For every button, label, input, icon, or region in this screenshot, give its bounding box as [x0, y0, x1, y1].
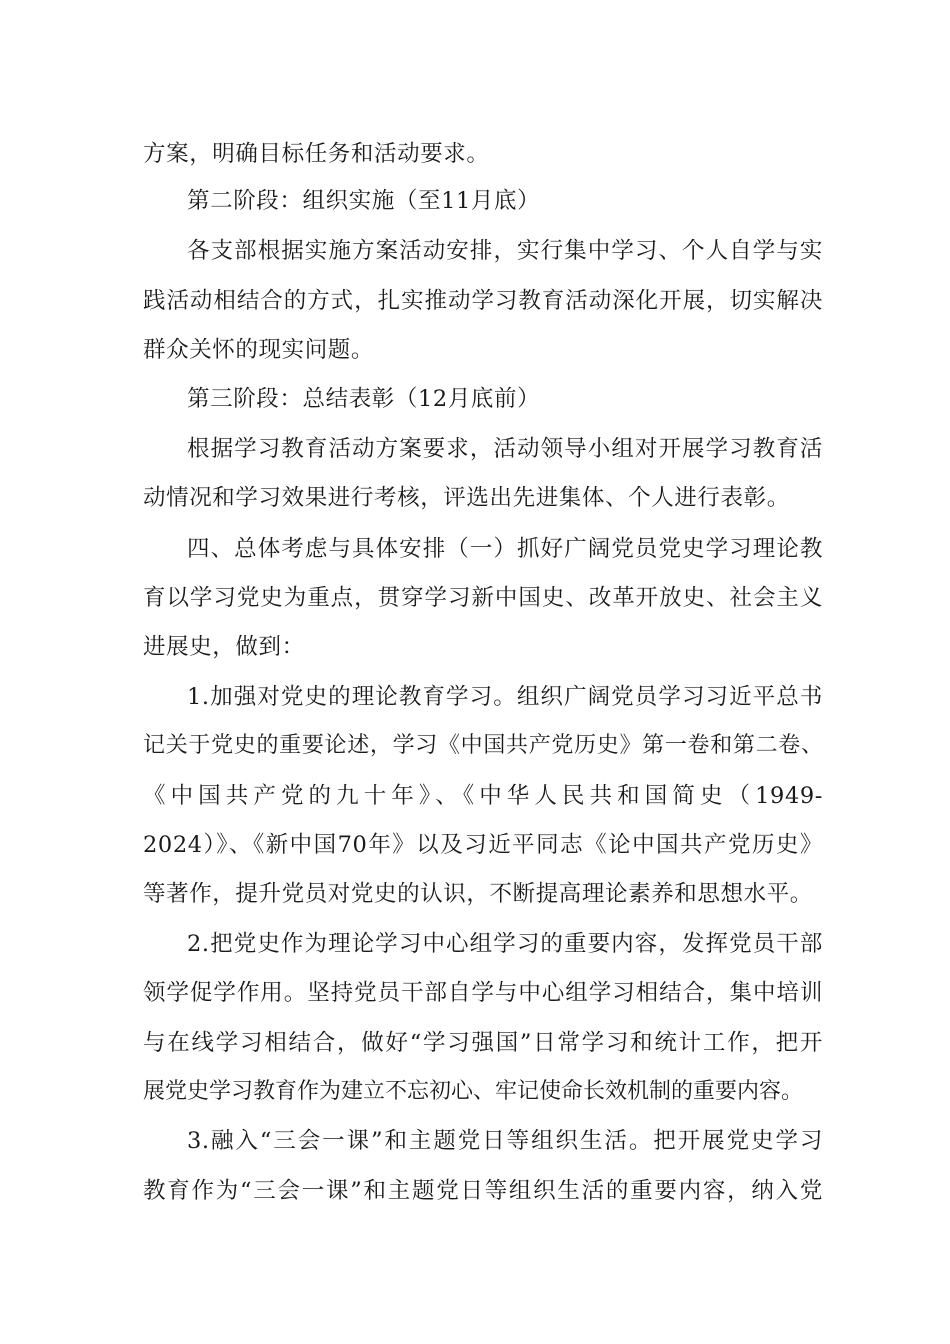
- text-line: 展党史学习教育作为建立不忘初心、牢记使命长效机制的重要内容。: [143, 1079, 804, 1104]
- section-heading-stage-three: 第三阶段：总结表彰（12月底前）: [187, 386, 541, 412]
- text-line: 2024）》、《新中国70年》以及习近平同志《论中国共产党历史》: [143, 832, 823, 858]
- text-line: 育以学习党史为重点，贯穿学习新中国史、改革开放史、社会主义: [143, 585, 823, 611]
- list-item-3: 3.融入“三会一课”和主题党日等组织生活。把开展党史学习: [187, 1128, 823, 1154]
- text-line: 方案，明确目标任务和活动要求。: [143, 141, 490, 167]
- text-line: 领学促学作用。坚持党员干部自学与中心组学习相结合，集中培训: [143, 980, 823, 1006]
- text-line: 《中国共产党的九十年》、《中华人民共和国简史（1949-: [143, 783, 823, 809]
- text-line: 动情况和学习效果进行考核，评选出先进集体、个人进行表彰。: [143, 485, 790, 511]
- list-item-2: 2.把党史作为理论学习中心组学习的重要内容，发挥党员干部: [187, 931, 823, 957]
- text-line: 与在线学习相结合，做好“学习强国”日常学习和统计工作，把开: [143, 1030, 823, 1056]
- text-line: 各支部根据实施方案活动安排，实行集中学习、个人自学与实: [187, 238, 823, 264]
- text-line: 群众关怀的现实问题。: [143, 337, 375, 363]
- text-line: 教育作为“三会一课”和主题党日等组织生活的重要内容，纳入党: [143, 1178, 823, 1204]
- section-heading-stage-two: 第二阶段：组织实施（至11月底）: [187, 188, 541, 214]
- text-line: 进展史，做到：: [143, 634, 305, 660]
- text-line: 等著作，提升党员对党史的认识，不断提高理论素养和思想水平。: [143, 881, 813, 907]
- section-heading-four: 四、总体考虑与具体安排（一）抓好广阔党员党史学习理论教: [187, 536, 823, 562]
- text-line: 根据学习教育活动方案要求，活动领导小组对开展学习教育活: [187, 436, 823, 462]
- text-line: 记关于党史的重要论述，学习《中国共产党历史》第一卷和第二卷、: [143, 733, 823, 758]
- text-line: 践活动相结合的方式，扎实推动学习教育活动深化开展，切实解决: [143, 288, 823, 314]
- list-item-1: 1.加强对党史的理论教育学习。组织广阔党员学习习近平总书: [187, 684, 823, 710]
